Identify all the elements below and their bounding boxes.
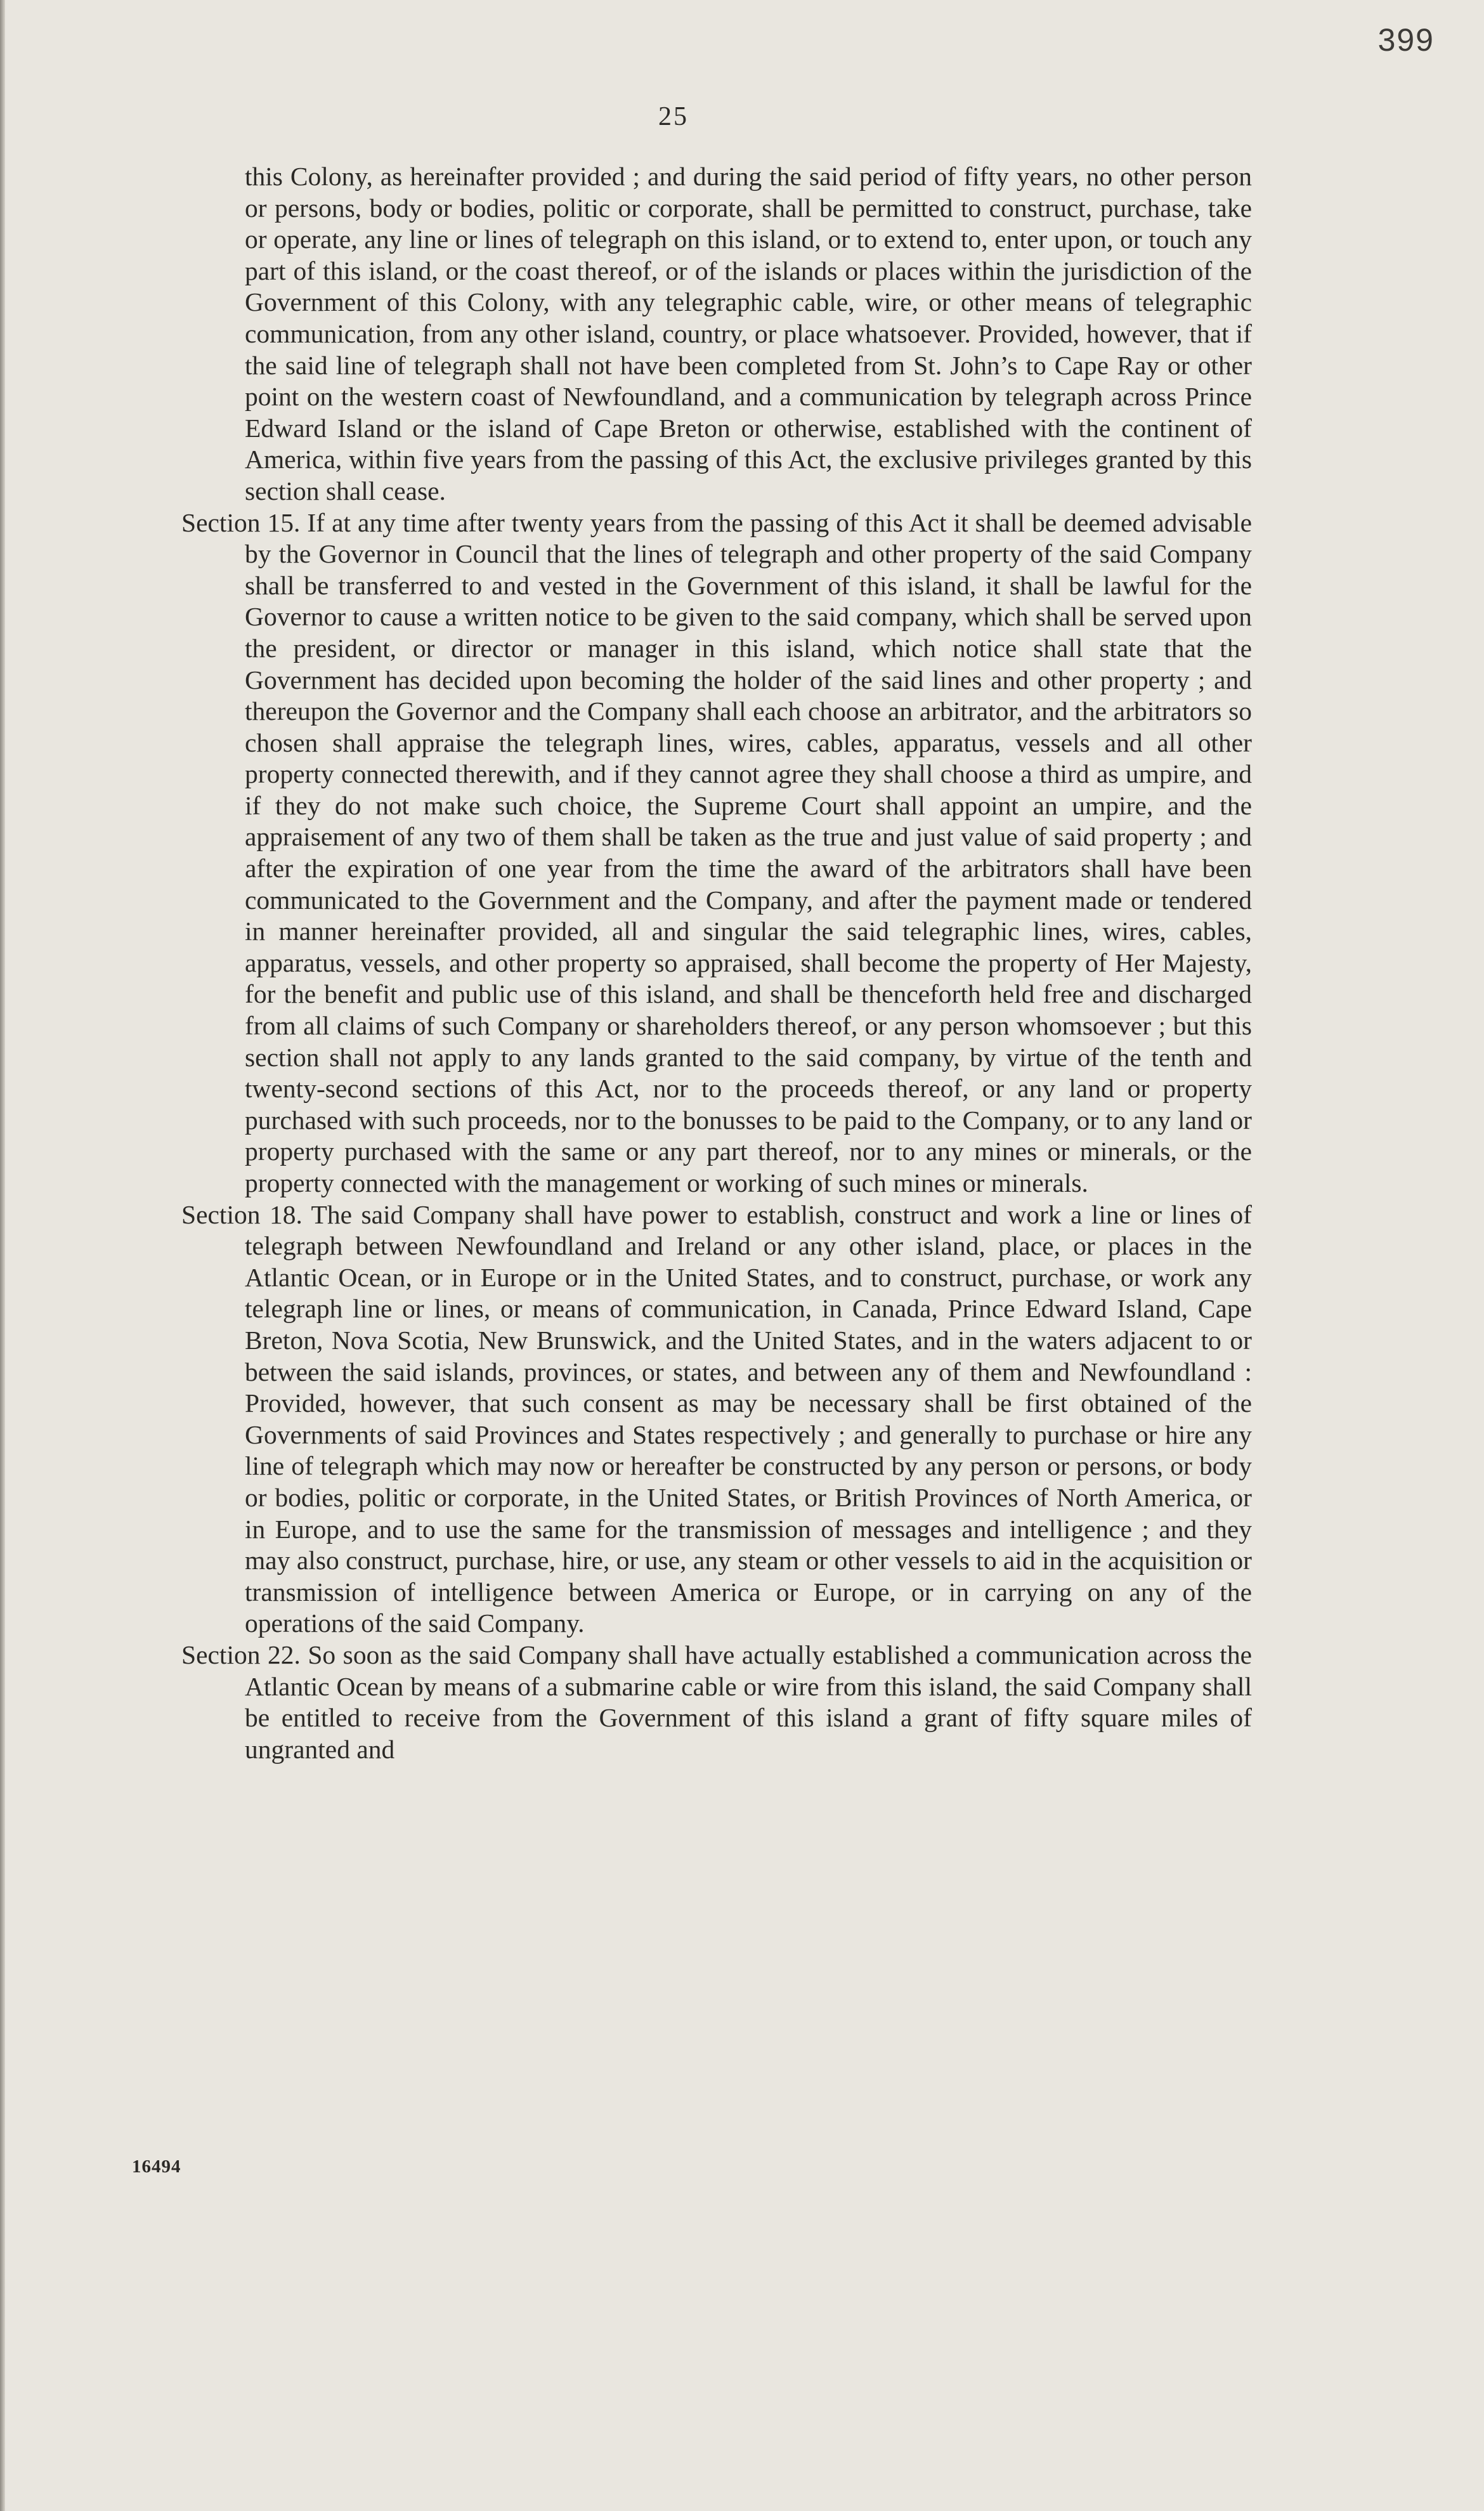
page-number: 25 bbox=[658, 102, 689, 131]
continuation-paragraph: this Colony, as hereinafter provided ; and during the said period of fifty years, no other person or persons, body or bodies, politic or corporate, shall be permitted to construct, purchase, take or operate, any line or lines of telegraph on this island, or to extend to, enter upon, or touch any part of this island, or the coast thereof, or of the islands or places within the jurisdiction of the Government of this Colony, with any telegraphic cable, wire, or other means of telegraphic communication, from any other island, country, or place whatsoever. Provided, however, that if the said line of telegraph shall not have been completed from St. John’s to Cape Ray or other point on the western coast of Newfoundland, and a communication by telegraph across Prince Edward Island or the island of Cape Breton or otherwise, established with the continent of America, within five years from the passing of this Act, the exclusive privileges granted by this section shall cease. bbox=[245, 162, 1252, 505]
page-binding-edge bbox=[0, 0, 5, 2511]
section-15-paragraph: Section 15. If at any time after twenty years from the passing of this Act it shall be deemed advisable by the Governor in Council that the lines of telegraph and other property of the said Company shall be transferred to and vested in the Government of this island, it shall be lawful for the Governor to cause a written notice to be given to the said company, which shall be served upon the president, or director or manager in this island, which notice shall state that the Government has decided upon becoming the holder of the said lines and other property ; and thereupon the Governor and the Company shall each choose an arbitrator, and the arbitrators so chosen shall appraise the telegraph lines, wires, cables, apparatus, vessels and all other property connected therewith, and if they cannot agree they shall choose a third as umpire, and if they do not make such choice, the Supreme Court shall appoint an umpire, and the appraisement of any two of them shall be taken as the true and just value of said property ; and after the expiration of one year from the time the award of the arbitrators shall have been communicated to the Government and the Company, and after the payment made or tendered in manner hereinafter provided, all and singular the said telegraphic lines, wires, cables, apparatus, vessels, and other property so appraised, shall become the property of Her Majesty, for the benefit and public use of this island, and shall be thenceforth held free and discharged from all claims of such Company or shareholders thereof, or any person whomsoever ; but this section shall not apply to any lands granted to the said company, by virtue of the tenth and twenty-second sections of this Act, nor to the proceeds thereof, or any land or property purchased with such proceeds, nor to the bonusses to be paid to the Company, or to any land or property purchased with the same or any part thereof, nor to any mines or minerals, or the property connected with the management or working of such mines or minerals. bbox=[181, 507, 1252, 1197]
archive-page-number: 399 bbox=[1377, 22, 1435, 58]
document-body bbox=[181, 161, 1252, 1765]
section-22-paragraph: Section 22. So soon as the said Company shall have actually established a communication across the Atlantic Ocean by means of a submarine cable or wire from this island, the said Company shall be entitled to receive from the Government of this island a grant of fifty square miles of ungranted and bbox=[181, 1640, 1252, 1764]
print-reference-number: 16494 bbox=[132, 2156, 181, 2177]
section-18-paragraph: Section 18. The said Company shall have power to establish, construct and work a line or lines of telegraph between Newfoundland and Ireland or any other island, place, or places in the Atlantic Ocean, or in Europe or in the United States, and to construct, purchase, or work any telegraph line or lines, or means of communication, in Canada, Prince Edward Island, Cape Breton, Nova Scotia, New Brunswick, and the United States, and in the waters adjacent to or between the said islands, provinces, or states, and between any of them and Newfoundland : Provided, however, that such consent as may be necessary shall be first obtained of the Governments of said Provinces and States respectively ; and generally to purchase or hire any line of telegraph which may now or hereafter be constructed by any person or persons, or body or bodies, politic or corporate, in the United States, or British Provinces of North America, or in Europe, and to use the same for the transmission of messages and intelligence ; and they may also construct, purchase, hire, or use, any steam or other vessels to aid in the acquisition or transmission of intelligence between America or Europe, or in carrying on any of the operations of the said Company. bbox=[181, 1199, 1252, 1638]
